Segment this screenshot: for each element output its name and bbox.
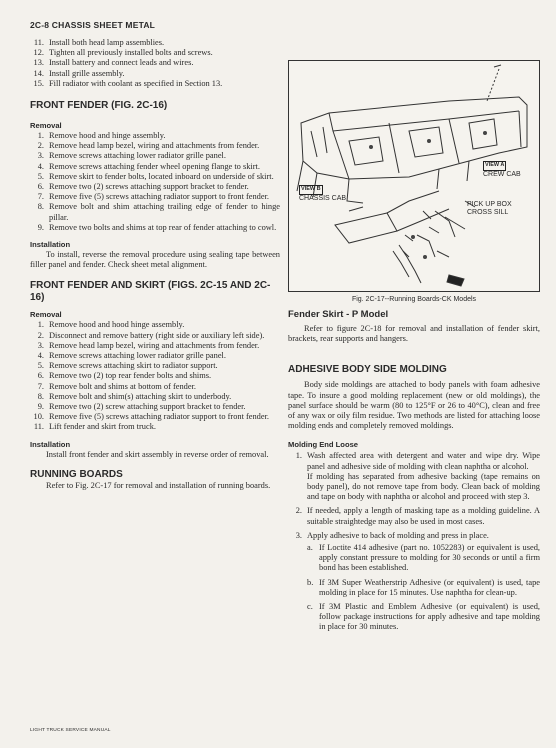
list-item <box>30 223 280 233</box>
list-item <box>30 182 280 192</box>
list-item <box>30 351 280 361</box>
item-text: Disconnect and remove battery (right side or auxiliary left side). <box>49 330 265 340</box>
item-text: Remove screws attaching lower radiator grille panel. <box>49 151 226 161</box>
fender-skirt-p-heading: Fender Skirt - P Model <box>288 309 389 320</box>
skirt-removal-steps-list <box>30 320 280 432</box>
list-item <box>30 320 280 330</box>
page-header: 2C-8 CHASSIS SHEET METAL <box>30 20 156 30</box>
item-number: 3. <box>37 151 44 161</box>
list-item <box>30 382 280 392</box>
item-text: Install grille assembly. <box>49 68 125 78</box>
view-a-badge: VIEW A <box>483 161 506 171</box>
option-c: c. If 3M Plastic and Emblem Adhesive (or equivalent) is used, follow package instructions for apply adhesive and tape molding in place for 30 minutes. <box>307 602 540 632</box>
item-number: 11. <box>33 38 44 47</box>
item-number: 7. <box>37 192 44 202</box>
list-item <box>30 79 280 89</box>
running-boards-heading: RUNNING BOARDS <box>30 468 123 480</box>
list-item <box>30 172 280 182</box>
left-column <box>30 38 280 491</box>
list-item <box>30 162 280 172</box>
skirt-removal-heading: Removal <box>30 310 62 320</box>
molding-end-loose-heading: Molding End Loose <box>288 440 359 450</box>
item-text: Remove two bolts and shims at top rear of fender attaching to cowl. <box>49 222 277 232</box>
item-number: 5. <box>37 171 44 181</box>
item-number: 4. <box>37 351 44 361</box>
molding-step-3-text: Apply adhesive to back of molding and press in place. <box>307 530 489 540</box>
molding-step-1: 1. Wash affected area with detergent and water and wipe dry. Wipe panel and adhesive side of molding with clean naphtha or alcohol. If molding has separated from adhesive backing (tape remains on body panel), do not remove tape from body. Clean back of molding and tape on body with naphtha or alcohol and proceed with step 3. <box>295 451 540 502</box>
molding-step-3-options <box>307 543 540 633</box>
view-b-badge: VIEW B <box>299 185 323 195</box>
list-item <box>30 141 280 151</box>
item-text: Remove hood and hinge assembly. <box>49 131 166 141</box>
item-number: 8. <box>37 202 44 212</box>
fender-skirt-heading: FRONT FENDER AND SKIRT (FIGS. 2C-15 AND 2C-16) <box>30 280 271 304</box>
list-item <box>30 361 280 371</box>
item-text: Remove head lamp bezel, wiring and attachments from fender. <box>49 340 260 350</box>
figure-running-boards <box>288 60 540 292</box>
item-number: 1. <box>37 320 44 330</box>
item-number: 6. <box>37 371 44 381</box>
molding-step-1-note: If molding has separated from adhesive backing (tape remains on body panel), do not remove tape from body. Clean back of molding and tape on body with naphtha or alcohol and proceed with step 3. <box>307 471 540 502</box>
item-number: 9. <box>37 222 44 232</box>
item-text: Remove head lamp bezel, wiring and attachments from fender. <box>49 141 260 151</box>
item-text: Remove five (5) screws attaching radiator support to front fender. <box>49 412 270 422</box>
item-number: 11. <box>33 422 44 432</box>
molding-step-1-text: Wash affected area with detergent and water and wipe dry. Wipe panel and adhesive side of molding with clean naphtha or alcohol. <box>307 451 540 471</box>
item-text: Remove screws attaching lower radiator grille panel. <box>49 351 226 361</box>
list-item <box>30 422 280 432</box>
steps-top-list <box>30 38 280 89</box>
option-b: b. If 3M Super Weatherstrip Adhesive (or equivalent) is used, tape molding in place for 15 minutes. Use naphtha for clean-up. <box>307 577 540 597</box>
item-number: 2. <box>37 141 44 151</box>
item-number: 4. <box>37 161 44 171</box>
installation-text: To install, reverse the removal procedure using sealing tape between filler panel and fender. Check sheet metal alignment. <box>30 250 280 270</box>
option-b-text: If 3M Super Weatherstrip Adhesive (or equivalent) is used, tape molding in place for 15 minutes. Use naphtha for clean-up. <box>319 577 540 597</box>
installation-heading: Installation <box>30 240 71 250</box>
item-text: Remove hood and hood hinge assembly. <box>49 320 185 330</box>
removal-steps-list <box>30 131 280 233</box>
item-number: 5. <box>37 361 44 371</box>
view-a-label <box>483 161 521 178</box>
item-number: 13. <box>33 58 44 68</box>
list-item <box>30 48 280 58</box>
list-item <box>30 192 280 202</box>
chassis-cab-label: CHASSIS CAB <box>299 194 347 202</box>
item-number: 9. <box>37 402 44 412</box>
item-number: 15. <box>33 78 44 88</box>
list-item <box>30 131 280 141</box>
pickup-box-label <box>467 201 512 216</box>
option-a-text: If Loctite 414 adhesive (part no. 1052283) or equivalent is used, apply constant pressure to molding for 30 seconds or until a firm bond has been established. <box>319 543 540 573</box>
item-text: Fill radiator with coolant as specified in Section 13. <box>49 78 223 88</box>
cross-sill-text: CROSS SILL <box>467 208 509 216</box>
list-item <box>30 151 280 161</box>
adhesive-molding-heading: ADHESIVE BODY SIDE MOLDING <box>288 364 447 376</box>
list-item <box>30 392 280 402</box>
pickup-box-text: PICK UP BOX <box>467 201 512 208</box>
page-footer: LIGHT TRUCK SERVICE MANUAL <box>30 728 111 733</box>
view-b-label <box>299 185 346 202</box>
removal-heading: Removal <box>30 121 62 131</box>
list-item <box>30 331 280 341</box>
item-number: 1. <box>37 131 44 141</box>
option-a: a. If Loctite 414 adhesive (part no. 1052283) or equivalent is used, apply constant pressure to molding for 30 seconds or until a firm bond has been established. <box>307 543 540 573</box>
item-number: 2. <box>37 330 44 340</box>
item-number: 10. <box>33 412 44 422</box>
item-number: 14. <box>33 68 44 78</box>
fender-skirt-p-text: Refer to figure 2C-18 for removal and installation of fender skirt, brackets, rear supports and hangers. <box>288 324 540 344</box>
figure-caption: Fig. 2C-17--Running Boards-CK Models <box>351 296 477 303</box>
right-column <box>288 38 540 633</box>
item-text: Remove skirt to fender bolts, located inboard on underside of skirt. <box>49 171 274 181</box>
running-boards-text: Refer to Fig. 2C-17 for removal and installation of running boards. <box>46 480 271 490</box>
item-number: 6. <box>37 182 44 192</box>
list-item <box>30 412 280 422</box>
list-item <box>30 69 280 79</box>
molding-step-3: 3. Apply adhesive to back of molding and press in place. <box>288 531 540 541</box>
item-text: Remove two (2) screws attaching support bracket to fender. <box>49 182 249 192</box>
item-text: Remove bolt and shim(s) attaching skirt to underbody. <box>49 391 232 401</box>
adhesive-molding-text: Body side moldings are attached to body panels with foam adhesive tape. To insure a good molding replacement (new or old moldings), the panel surface should be warm (80 to 125°F or 26 to 40°C), clean and free of any wax or oily film residue. Two methods are listed for attaching loose molding ends and completely removed moldings. <box>288 380 540 431</box>
list-item <box>30 202 280 222</box>
item-text: Remove bolt and shims at bottom of fender. <box>49 381 197 391</box>
item-text: Remove five (5) screws attaching radiator support to front fender. <box>49 192 270 202</box>
item-text: Remove bolt and shim attaching trailing edge of fender to hinge pillar. <box>49 202 280 222</box>
skirt-installation-text: Install front fender and skirt assembly in reverse order of removal. <box>46 449 269 459</box>
item-number: 8. <box>37 391 44 401</box>
front-fender-heading: FRONT FENDER (FIG. 2C-16) <box>30 100 168 112</box>
option-c-text: If 3M Plastic and Emblem Adhesive (or equivalent) is used, follow package instructions for apply adhesive and tape molding in place for 30 minutes. <box>319 602 540 632</box>
list-item <box>30 38 280 48</box>
molding-step-2-text: If needed, apply a length of masking tape as a molding guideline. A suitable straightedge may also be used in most cases. <box>307 506 540 526</box>
list-item <box>30 58 280 68</box>
list-item <box>30 371 280 381</box>
item-text: Install battery and connect leads and wires. <box>49 58 194 68</box>
item-number: 7. <box>37 381 44 391</box>
crew-cab-label: CREW CAB <box>483 170 521 178</box>
item-number: 12. <box>33 48 44 58</box>
item-text: Remove screws attaching skirt to radiator support. <box>49 361 218 371</box>
item-text: Remove screws attaching fender wheel opening flange to skirt. <box>49 161 260 171</box>
list-item <box>30 341 280 351</box>
item-text: Install both head lamp assemblies. <box>49 38 165 47</box>
item-text: Remove two (2) screw attaching support bracket to fender. <box>49 402 246 412</box>
item-text: Tighten all previously installed bolts and screws. <box>49 48 213 58</box>
skirt-installation-heading: Installation <box>30 439 71 449</box>
item-text: Remove two (2) top rear fender bolts and shims. <box>49 371 212 381</box>
molding-step-2: 2. If needed, apply a length of masking tape as a molding guideline. A suitable straightedge may also be used in most cases. <box>295 506 540 526</box>
item-text: Lift fender and skirt from truck. <box>49 422 156 432</box>
item-number: 3. <box>37 340 44 350</box>
list-item <box>30 402 280 412</box>
